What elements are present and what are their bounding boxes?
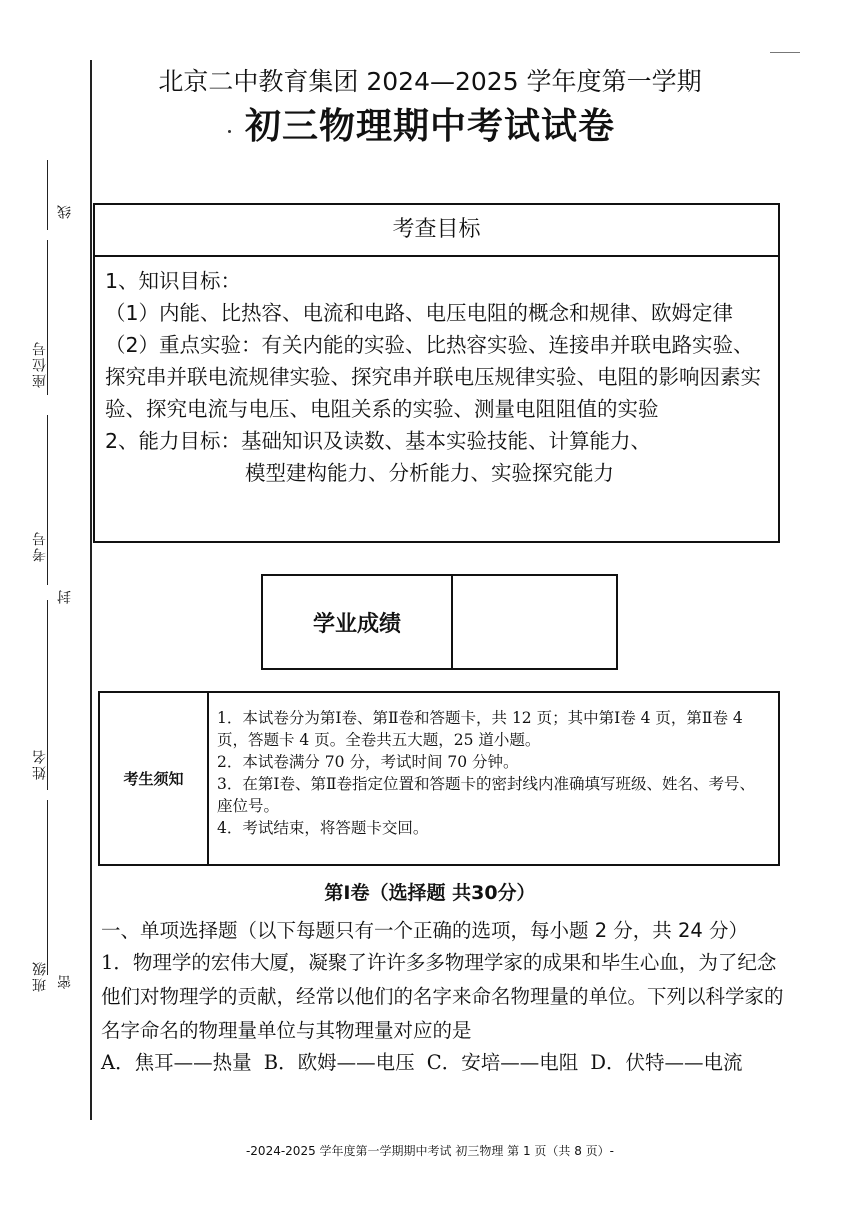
goals-line: 2、能力目标：基础知识及读数、基本实验技能、计算能力、 (105, 429, 652, 453)
scan-mark (770, 52, 800, 53)
goals-line: （2）重点实验：有关内能的实验、比热容实验、连接串并联电路实验、探究串并联电流规律实验、探究串并联电压规律实验、电阻的影响因素实验、探究电流与电压、电阻关系的实验、测量电阻阻值的实验 (105, 333, 761, 421)
school-term-title: 北京二中教育集团 2024—2025 学年度第一学期 (158, 67, 702, 96)
page-footer: -2024-2025 学年度第一学期期中考试 初三物理 第 1 页（共 8 页）- (245, 1144, 615, 1158)
margin-mark-xian: 线 (57, 205, 73, 219)
margin-mark-mi: 密 (57, 975, 73, 989)
exam-goals-box (93, 203, 780, 543)
score-value-cell[interactable] (453, 576, 616, 668)
candidate-notice-table (98, 691, 780, 866)
score-table (261, 574, 618, 670)
binding-line (90, 60, 92, 1120)
exam-number-label: 考号 (32, 530, 48, 562)
notice-items (209, 693, 778, 864)
margin-blank-line (47, 160, 48, 230)
part-heading: 一、单项选择题（以下每题只有一个正确的选项，每小题 2 分，共 24 分） (101, 919, 749, 942)
goals-line: 1、知识目标： (105, 269, 242, 293)
goals-line: 模型建构能力、分析能力、实验探究能力 (245, 461, 614, 485)
exam-title: 初三物理期中考试试卷 (244, 106, 615, 147)
question-1-options: A．焦耳——热量 B．欧姆——电压 C．安培——电阻 D．伏特——电流 (101, 1051, 743, 1074)
score-label: 学业成绩 (263, 576, 453, 668)
notice-item: 4．考试结束，将答题卡交回。 (217, 819, 429, 837)
notice-label: 考生须知 (100, 693, 209, 864)
goals-body (95, 257, 778, 489)
goals-title: 考查目标 (95, 205, 778, 257)
notice-item: 2．本试卷满分 70 分，考试时间 70 分钟。 (217, 753, 519, 771)
class-label: 班级 (32, 960, 48, 992)
notice-item: 3．在第Ⅰ卷、第Ⅱ卷指定位置和答题卡的密封线内准确填写班级、姓名、考号、座位号。 (217, 775, 756, 815)
section-title: 第Ⅰ卷（选择题 共30分） (324, 882, 536, 904)
name-label: 姓名 (32, 748, 48, 780)
notice-item: 1．本试卷分为第Ⅰ卷、第Ⅱ卷和答题卡，共 12 页；其中第Ⅰ卷 4 页，第Ⅱ卷 4 页，答题卡 4 页。全卷共五大题，25 道小题。 (217, 709, 743, 749)
question-1-stem: 1．物理学的宏伟大厦，凝聚了许许多多物理学家的成果和毕生心血，为了纪念他们对物理学的贡献，经常以他们的名字来命名物理量的单位。下列以科学家的名字命名的物理量单位与其物理量对应的是 (101, 951, 784, 1042)
goals-line: （1）内能、比热容、电流和电路、电压电阻的概念和规律、欧姆定律 (105, 301, 734, 325)
margin-mark-feng: 封 (57, 590, 73, 604)
seat-number-label: 座位号 (32, 340, 48, 388)
